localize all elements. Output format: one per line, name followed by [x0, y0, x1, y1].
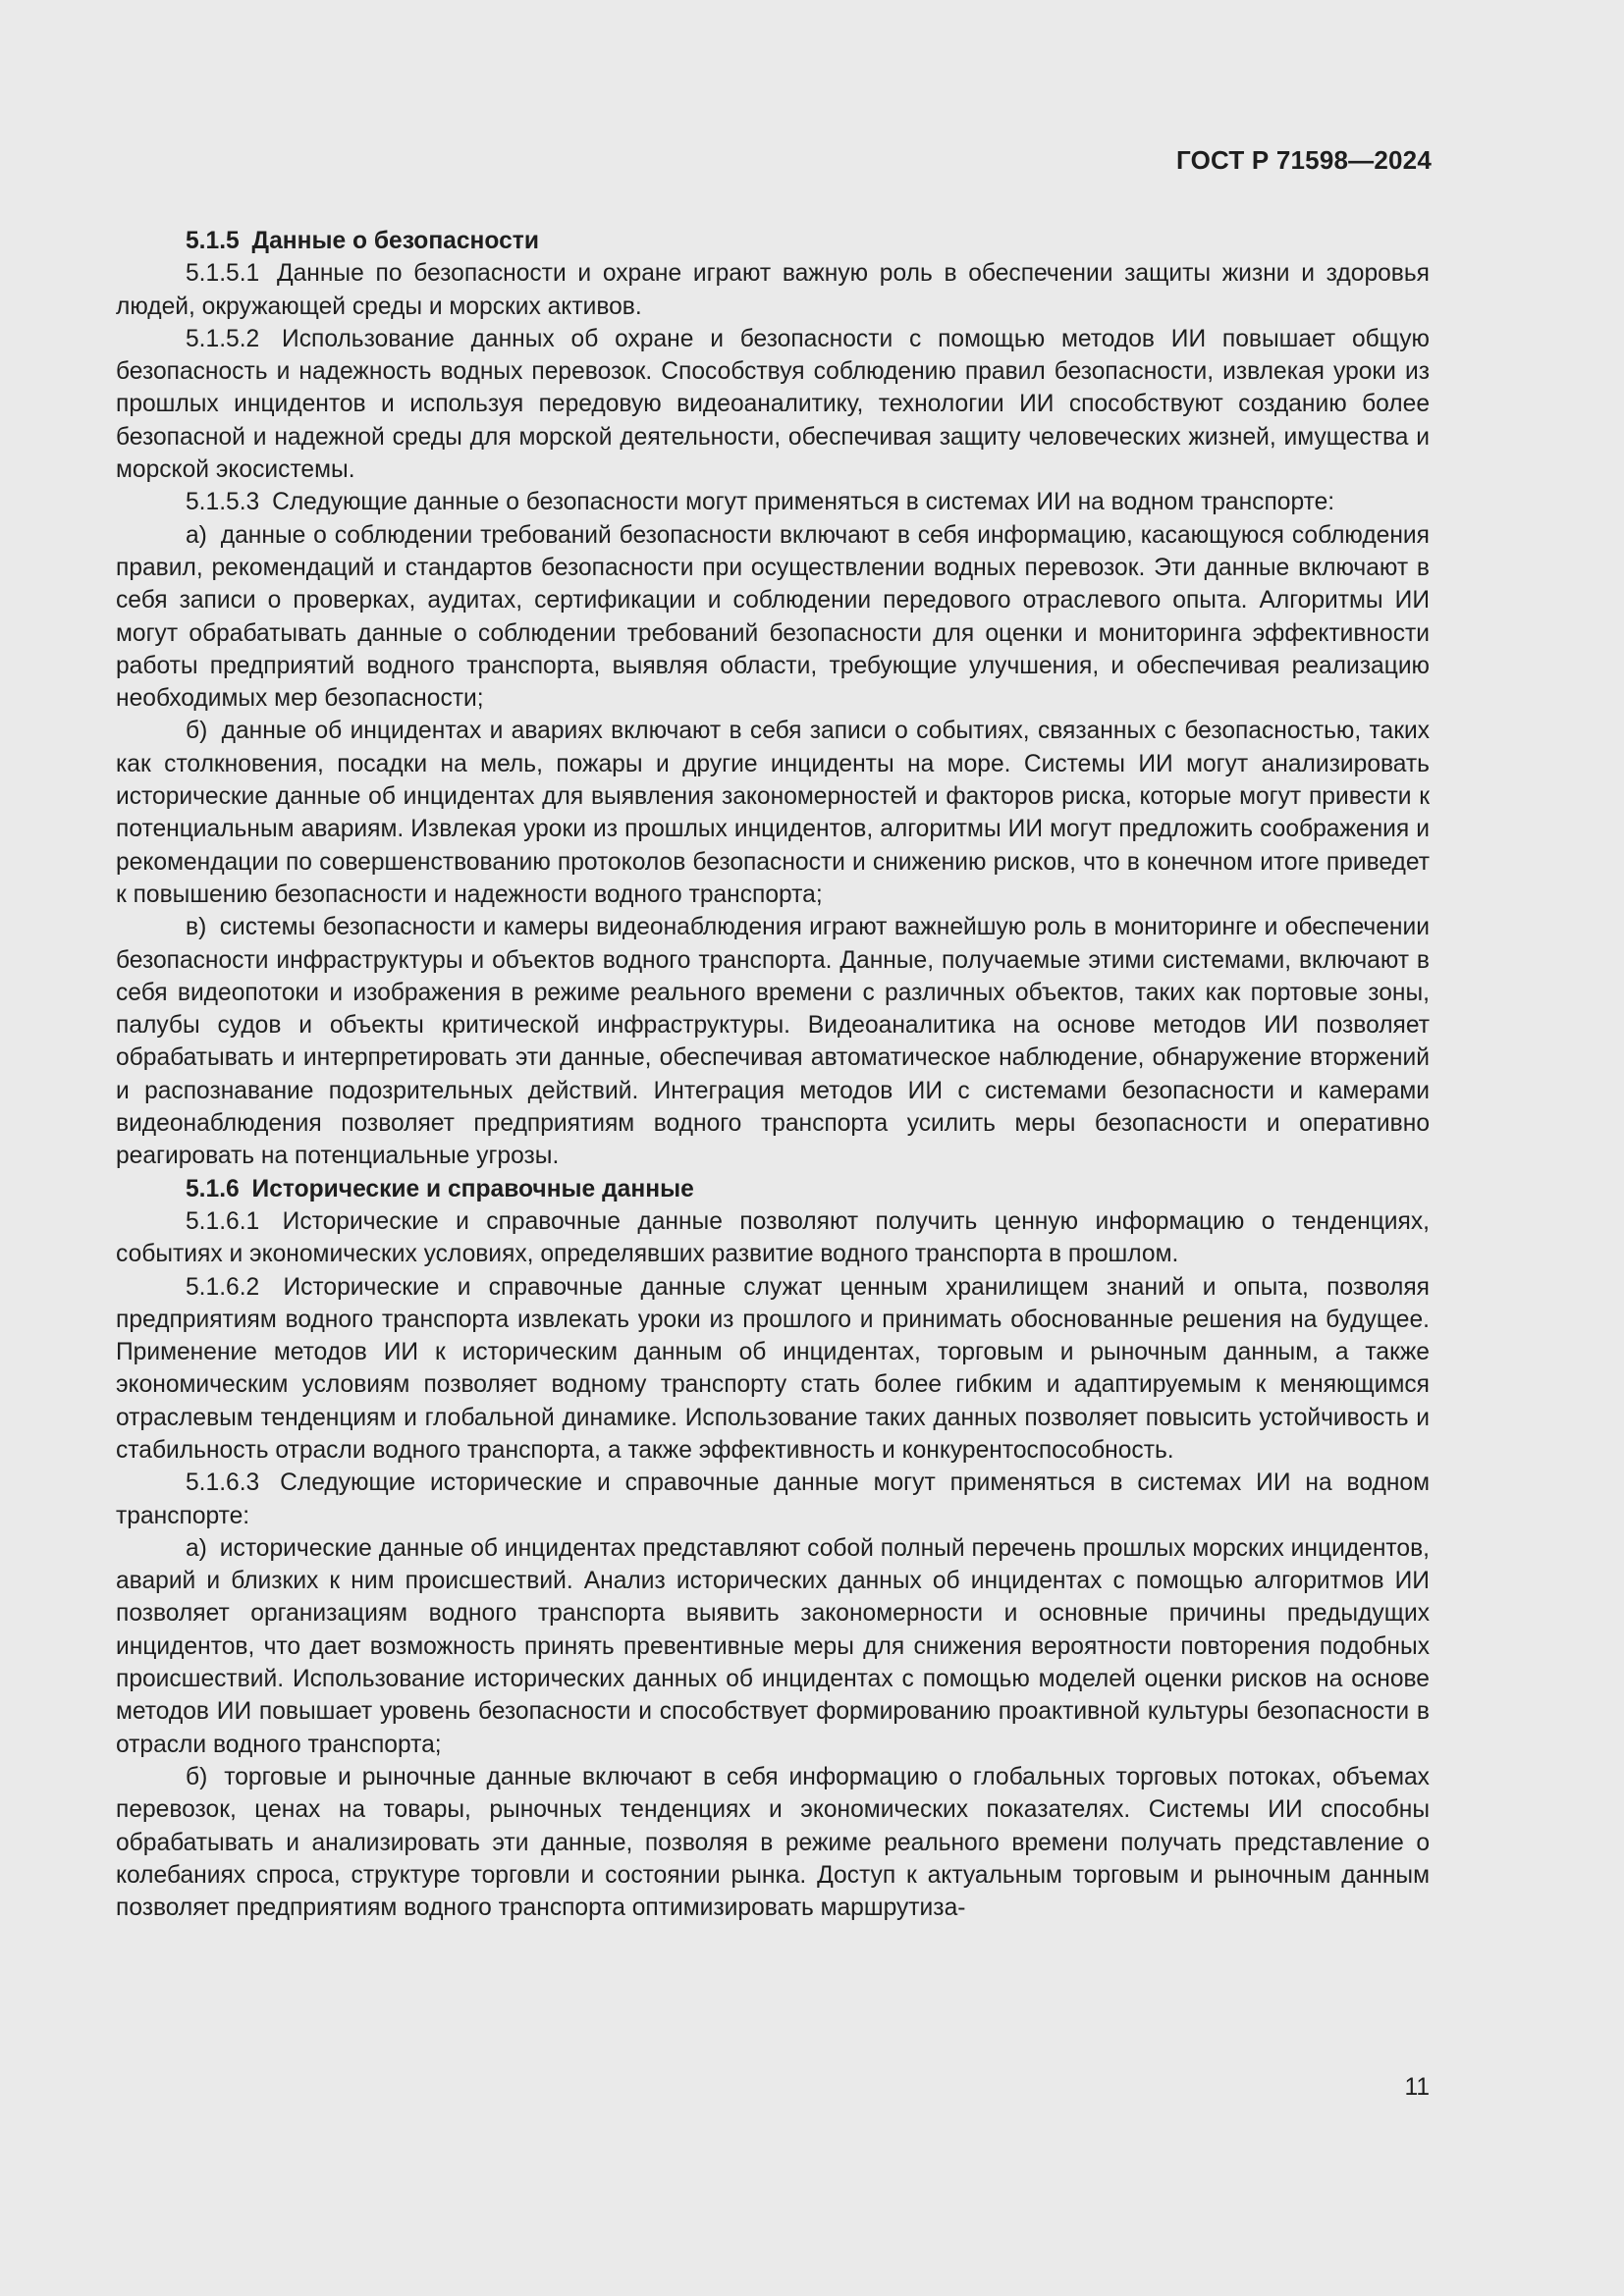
paragraph-number: 5.1.5.3 [186, 489, 260, 516]
list-marker: в) [186, 914, 207, 941]
section-heading [116, 1173, 1430, 1205]
paragraph [116, 1467, 1430, 1532]
paragraph [116, 1205, 1430, 1271]
paragraph-text: исторические данные об инцидентах представляют собой полный перечень прошлых морских инцидентов, аварий и близких к ним происшествий. Анализ исторических данных об инцидентах с помощью алгоритмов ИИ позволяет организациям водного транспорта выявить закономерности и основные причины предыдущих инцидентов, что дает возможность принять превентивные меры для снижения вероятности повторения подобных происшествий. Использование исторических данных об инцидентах с помощью моделей оценки рисков на основе методов ИИ повышает уровень безопасности и способствует формированию проактивной культуры безопасности в отрасли водного транспорта; [116, 1534, 1430, 1758]
paragraph-number: 5.1.5 [186, 228, 240, 254]
list-marker: б) [186, 718, 208, 745]
list-item [116, 911, 1430, 1172]
paragraph-number: 5.1.6.2 [186, 1273, 260, 1301]
list-item [116, 1761, 1430, 1924]
paragraph-text: Исторические и справочные данные [251, 1175, 694, 1202]
paragraph-text: торговые и рыночные данные включают в себя информацию о глобальных торговых потоках, объемах перевозок, ценах на товары, рыночных тенденциях и экономических показателях. Системы ИИ способны обрабатывать и анализировать эти данные, позволяя в режиме реального времени получать представление о колебаниях спроса, структуре торговли и состоянии рынка. Доступ к актуальным торговым и рыночным данным позволяет предприятиям водного транспорта оптимизировать маршрутиза- [116, 1763, 1430, 1922]
paragraph-text: Исторические и справочные данные позволяют получить ценную информацию о тенденциях, событиях и экономических условиях, определявших развитие водного транспорта в прошлом. [116, 1207, 1430, 1268]
paragraph [116, 486, 1430, 518]
paragraph-text: данные о соблюдении требований безопасности включают в себя информацию, касающуюся соблюдения правил, рекомендаций и стандартов безопасности при осуществлении водных перевозок. Эти данные включают в себя записи о проверках, аудитах, сертификации и соблюдении передового отраслевого опыта. Алгоритмы ИИ могут обрабатывать данные о соблюдении требований безопасности для оценки и мониторинга эффективности работы предприятий водного транспорта, выявляя области, требующие улучшения, и обеспечивая реализацию необходимых мер безопасности; [116, 521, 1430, 713]
list-marker: б) [186, 1763, 208, 1790]
paragraph-text: данные об инцидентах и авариях включают в себя записи о событиях, связанных с безопасностью, таких как столкновения, посадки на мель, пожары и другие инциденты на море. Системы ИИ могут анализировать исторические данные об инцидентах для выявления закономерностей и факторов риска, которые могут привести к потенциальным авариям. Извлекая уроки из прошлых инцидентов, алгоритмы ИИ могут предложить соображения и рекомендации по совершенствованию протоколов безопасности и снижению рисков, что в конечном итоге приведет к повышению безопасности и надежности водного транспорта; [116, 718, 1430, 908]
paragraph-text: Данные о безопасности [251, 228, 539, 254]
paragraph-text: Данные по безопасности и охране играют важную роль в обеспечении защиты жизни и здоровья людей, окружающей среды и морских активов. [116, 260, 1430, 320]
paragraph-number: 5.1.6.3 [186, 1469, 260, 1497]
list-marker: а) [186, 521, 207, 549]
paragraph-number: 5.1.5.2 [186, 325, 260, 352]
paragraph-text: системы безопасности и камеры видеонаблюдения играют важнейшую роль в мониторинге и обеспечении безопасности инфраструктуры и объектов водного транспорта. Данные, получаемые этими системами, включают в себя видеопотоки и изображения в режиме реального времени с различных объектов, таких как портовые зоны, палубы судов и объекты критической инфраструктуры. Видеоаналитика на основе методов ИИ позволяет обрабатывать и интерпретировать эти данные, обеспечивая автоматическое наблюдение, обнаружение вторжений и распознавание подозрительных действий. Интеграция методов ИИ с системами безопасности и камерами видеонаблюдения позволяет предприятиям водного транспорта усилить меры безопасности и оперативно реагировать на потенциальные угрозы. [116, 914, 1430, 1170]
paragraph-text: Следующие данные о безопасности могут применяться в системах ИИ на водном транспорте: [272, 489, 1335, 516]
section-heading [116, 225, 1430, 257]
document-code: ГОСТ Р 71598—2024 [1176, 145, 1432, 175]
paragraph-number: 5.1.6 [186, 1175, 240, 1202]
list-item [116, 1532, 1430, 1761]
paragraph [116, 323, 1430, 486]
list-item [116, 519, 1430, 716]
paragraph-number: 5.1.6.1 [186, 1207, 260, 1235]
paragraph [116, 1271, 1430, 1468]
paragraph-text: Исторические и справочные данные служат ценным хранилищем знаний и опыта, позволяя предприятиям водного транспорта извлекать уроки из прошлого и принимать обоснованные решения на будущее. Применение методов ИИ к историческим данным об инцидентах, торговым и рыночным данным, а также экономическим условиям позволяет водному транспорту стать более гибким и адаптируемым к меняющимся отраслевым тенденциям и глобальной динамике. Использование таких данных позволяет повысить устойчивость и стабильность отрасли водного транспорта, а также эффективность и конкурентоспособность. [116, 1273, 1430, 1464]
paragraph-text: Использование данных об охране и безопасности с помощью методов ИИ повышает общую безопасность и надежность водных перевозок. Способствуя соблюдению правил безопасности, извлекая уроки из прошлых инцидентов и используя передовую видеоаналитику, технологии ИИ способствуют созданию более безопасной и надежной среды для морской деятельности, обеспечивая защиту человеческих жизней, имущества и морской экосистемы. [116, 325, 1430, 484]
page-number: 11 [1404, 2074, 1430, 2101]
list-marker: а) [186, 1534, 207, 1562]
paragraph-text: Следующие исторические и справочные данные могут применяться в системах ИИ на водном транспорте: [116, 1469, 1430, 1529]
paragraph [116, 257, 1430, 323]
document-body [116, 225, 1430, 1924]
list-item [116, 715, 1430, 911]
paragraph-number: 5.1.5.1 [186, 260, 260, 288]
